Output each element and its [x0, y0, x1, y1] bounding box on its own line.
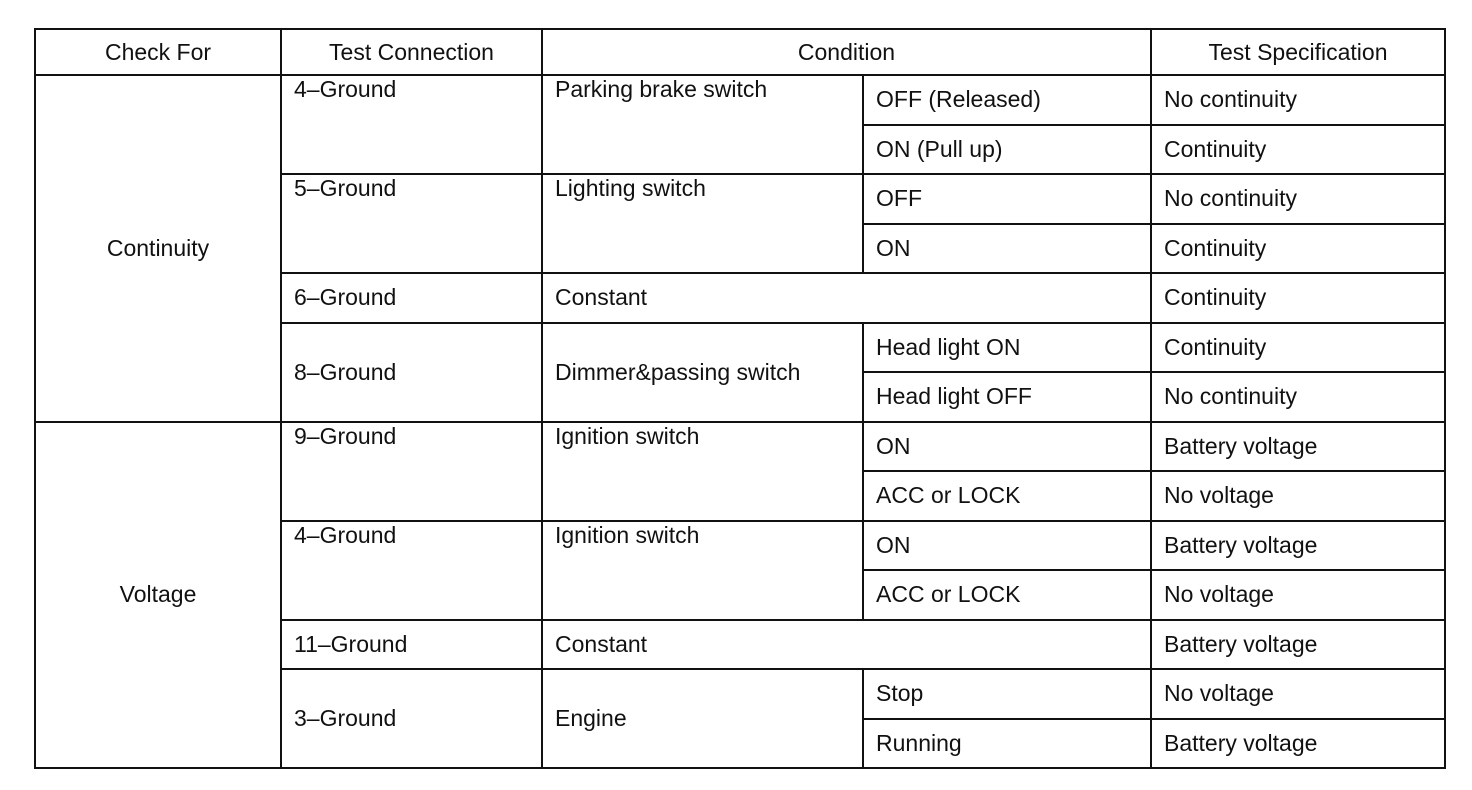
spec-cell: Continuity: [1151, 323, 1445, 373]
spec-cell: Battery voltage: [1151, 620, 1445, 670]
condition-cell: Engine: [542, 669, 863, 768]
condition-cell: Ignition switch: [542, 521, 863, 620]
check-for-cell: Voltage: [35, 422, 281, 769]
spec-cell: Battery voltage: [1151, 719, 1445, 769]
header-condition: Condition: [542, 29, 1151, 75]
connection-cell: 4–Ground: [281, 75, 542, 174]
header-test-connection: Test Connection: [281, 29, 542, 75]
spec-cell: Continuity: [1151, 273, 1445, 323]
state-cell: OFF: [863, 174, 1151, 224]
condition-cell: Parking brake switch: [542, 75, 863, 174]
spec-cell: Continuity: [1151, 224, 1445, 274]
spec-cell: No voltage: [1151, 570, 1445, 620]
connection-cell: 4–Ground: [281, 521, 542, 620]
condition-cell: Constant: [542, 620, 1151, 670]
state-cell: Running: [863, 719, 1151, 769]
spec-cell: No continuity: [1151, 372, 1445, 422]
condition-cell: Constant: [542, 273, 1151, 323]
spec-cell: No voltage: [1151, 471, 1445, 521]
spec-cell: No continuity: [1151, 174, 1445, 224]
connection-cell: 8–Ground: [281, 323, 542, 422]
connection-cell: 9–Ground: [281, 422, 542, 521]
state-cell: Stop: [863, 669, 1151, 719]
spec-cell: Battery voltage: [1151, 521, 1445, 571]
check-for-cell: Continuity: [35, 75, 281, 422]
state-cell: OFF (Released): [863, 75, 1151, 125]
table-row: [35, 75, 1445, 125]
table-row: [35, 422, 1445, 472]
state-cell: ACC or LOCK: [863, 570, 1151, 620]
state-cell: ON: [863, 224, 1151, 274]
state-cell: ACC or LOCK: [863, 471, 1151, 521]
state-cell: ON: [863, 422, 1151, 472]
spec-cell: Continuity: [1151, 125, 1445, 175]
header-test-specification: Test Specification: [1151, 29, 1445, 75]
state-cell: ON (Pull up): [863, 125, 1151, 175]
spec-cell: No voltage: [1151, 669, 1445, 719]
connection-cell: 11–Ground: [281, 620, 542, 670]
state-cell: Head light ON: [863, 323, 1151, 373]
test-specification-table: [34, 28, 1446, 769]
condition-cell: Ignition switch: [542, 422, 863, 521]
spec-cell: Battery voltage: [1151, 422, 1445, 472]
condition-cell: Lighting switch: [542, 174, 863, 273]
state-cell: Head light OFF: [863, 372, 1151, 422]
connection-cell: 6–Ground: [281, 273, 542, 323]
condition-cell: Dimmer&passing switch: [542, 323, 863, 422]
header-check-for: Check For: [35, 29, 281, 75]
connection-cell: 5–Ground: [281, 174, 542, 273]
spec-cell: No continuity: [1151, 75, 1445, 125]
header-row: [35, 29, 1445, 75]
state-cell: ON: [863, 521, 1151, 571]
connection-cell: 3–Ground: [281, 669, 542, 768]
